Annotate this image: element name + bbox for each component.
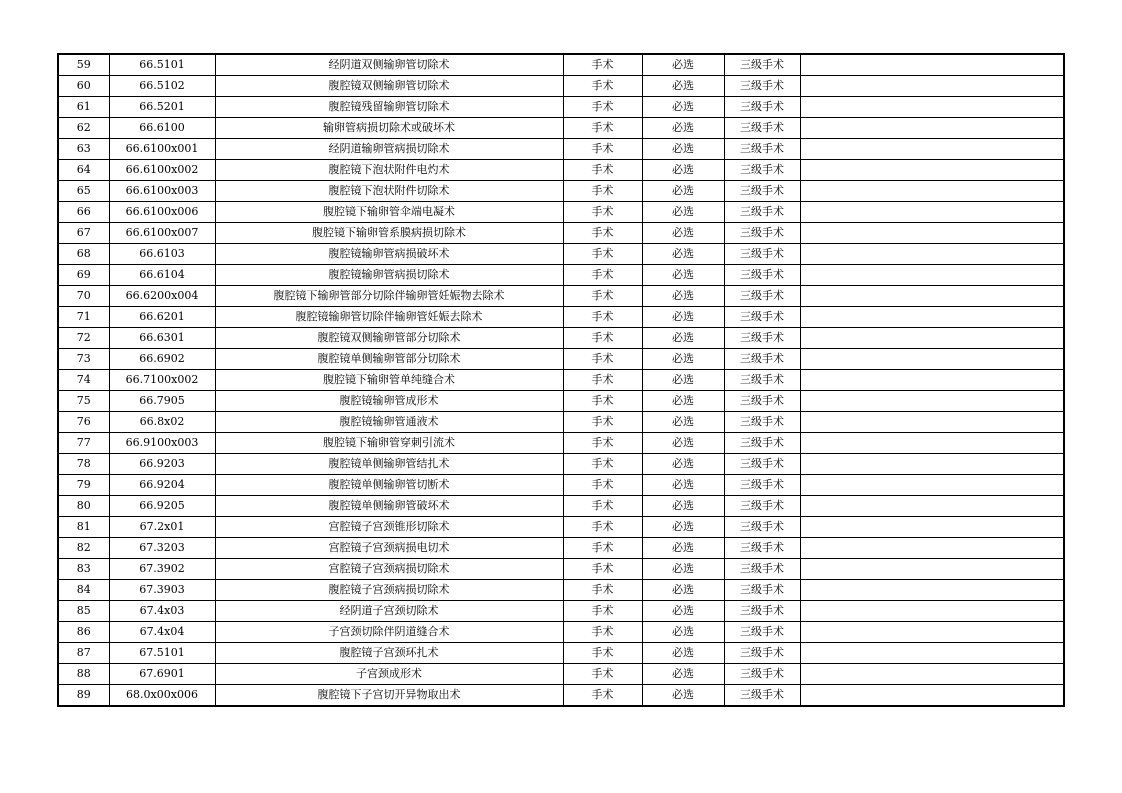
procedure-name-cell: 经阴道输卵管病损切除术 bbox=[215, 139, 563, 160]
procedure-name-cell: 经阴道双侧输卵管切除术 bbox=[215, 54, 563, 76]
table-row bbox=[58, 160, 1064, 181]
required-cell: 必选 bbox=[642, 76, 724, 97]
required-cell: 必选 bbox=[642, 538, 724, 559]
required-cell: 必选 bbox=[642, 202, 724, 223]
procedure-name-cell: 腹腔镜输卵管通液术 bbox=[215, 412, 563, 433]
type-cell: 手术 bbox=[563, 139, 642, 160]
surgery-level-cell: 三级手术 bbox=[724, 685, 800, 707]
type-cell: 手术 bbox=[563, 517, 642, 538]
procedure-name-cell: 腹腔镜单侧输卵管结扎术 bbox=[215, 454, 563, 475]
note-cell bbox=[800, 685, 1064, 707]
table-row bbox=[58, 76, 1064, 97]
note-cell bbox=[800, 622, 1064, 643]
procedure-code-cell: 67.3903 bbox=[109, 580, 215, 601]
procedure-name-cell: 腹腔镜下输卵管伞端电凝术 bbox=[215, 202, 563, 223]
procedure-name-cell: 腹腔镜子宫颈环扎术 bbox=[215, 643, 563, 664]
surgery-level-cell: 三级手术 bbox=[724, 160, 800, 181]
table-row bbox=[58, 622, 1064, 643]
surgery-level-cell: 三级手术 bbox=[724, 391, 800, 412]
procedure-name-cell: 腹腔镜下子宫切开异物取出术 bbox=[215, 685, 563, 707]
required-cell: 必选 bbox=[642, 286, 724, 307]
table-row bbox=[58, 580, 1064, 601]
table-row bbox=[58, 685, 1064, 707]
required-cell: 必选 bbox=[642, 580, 724, 601]
procedure-name-cell: 腹腔镜下泡状附件切除术 bbox=[215, 181, 563, 202]
procedure-name-cell: 腹腔镜输卵管成形术 bbox=[215, 391, 563, 412]
procedure-name-cell: 腹腔镜单侧输卵管破坏术 bbox=[215, 496, 563, 517]
note-cell bbox=[800, 202, 1064, 223]
required-cell: 必选 bbox=[642, 601, 724, 622]
row-number-cell: 60 bbox=[58, 76, 109, 97]
surgery-level-cell: 三级手术 bbox=[724, 601, 800, 622]
table-row bbox=[58, 118, 1064, 139]
note-cell bbox=[800, 538, 1064, 559]
required-cell: 必选 bbox=[642, 160, 724, 181]
surgery-level-cell: 三级手术 bbox=[724, 76, 800, 97]
surgery-level-cell: 三级手术 bbox=[724, 664, 800, 685]
procedure-name-cell: 腹腔镜双侧输卵管部分切除术 bbox=[215, 328, 563, 349]
type-cell: 手术 bbox=[563, 580, 642, 601]
note-cell bbox=[800, 181, 1064, 202]
note-cell bbox=[800, 349, 1064, 370]
note-cell bbox=[800, 139, 1064, 160]
procedure-code-cell: 66.5101 bbox=[109, 54, 215, 76]
procedure-code-cell: 66.7905 bbox=[109, 391, 215, 412]
required-cell: 必选 bbox=[642, 685, 724, 707]
note-cell bbox=[800, 54, 1064, 76]
type-cell: 手术 bbox=[563, 244, 642, 265]
procedure-code-cell: 66.6201 bbox=[109, 307, 215, 328]
procedure-code-cell: 66.9205 bbox=[109, 496, 215, 517]
surgery-level-cell: 三级手术 bbox=[724, 580, 800, 601]
row-number-cell: 82 bbox=[58, 538, 109, 559]
table-row bbox=[58, 244, 1064, 265]
table-row bbox=[58, 181, 1064, 202]
required-cell: 必选 bbox=[642, 307, 724, 328]
procedure-code-cell: 66.5201 bbox=[109, 97, 215, 118]
row-number-cell: 71 bbox=[58, 307, 109, 328]
procedure-code-cell: 68.0x00x006 bbox=[109, 685, 215, 707]
row-number-cell: 76 bbox=[58, 412, 109, 433]
required-cell: 必选 bbox=[642, 517, 724, 538]
surgery-level-cell: 三级手术 bbox=[724, 517, 800, 538]
row-number-cell: 77 bbox=[58, 433, 109, 454]
type-cell: 手术 bbox=[563, 496, 642, 517]
note-cell bbox=[800, 328, 1064, 349]
procedure-code-cell: 66.6100x003 bbox=[109, 181, 215, 202]
procedure-name-cell: 腹腔镜单侧输卵管部分切除术 bbox=[215, 349, 563, 370]
procedure-name-cell: 腹腔镜残留输卵管切除术 bbox=[215, 97, 563, 118]
required-cell: 必选 bbox=[642, 475, 724, 496]
required-cell: 必选 bbox=[642, 643, 724, 664]
required-cell: 必选 bbox=[642, 328, 724, 349]
required-cell: 必选 bbox=[642, 181, 724, 202]
note-cell bbox=[800, 97, 1064, 118]
required-cell: 必选 bbox=[642, 454, 724, 475]
procedure-name-cell: 腹腔镜输卵管病损切除术 bbox=[215, 265, 563, 286]
type-cell: 手术 bbox=[563, 307, 642, 328]
procedure-code-cell: 66.6100x001 bbox=[109, 139, 215, 160]
required-cell: 必选 bbox=[642, 139, 724, 160]
table-row bbox=[58, 328, 1064, 349]
note-cell bbox=[800, 433, 1064, 454]
type-cell: 手术 bbox=[563, 475, 642, 496]
procedure-name-cell: 腹腔镜输卵管切除伴输卵管妊娠去除术 bbox=[215, 307, 563, 328]
surgery-level-cell: 三级手术 bbox=[724, 412, 800, 433]
required-cell: 必选 bbox=[642, 54, 724, 76]
procedure-code-cell: 67.3902 bbox=[109, 559, 215, 580]
type-cell: 手术 bbox=[563, 202, 642, 223]
row-number-cell: 70 bbox=[58, 286, 109, 307]
procedure-code-cell: 67.3203 bbox=[109, 538, 215, 559]
row-number-cell: 59 bbox=[58, 54, 109, 76]
type-cell: 手术 bbox=[563, 454, 642, 475]
required-cell: 必选 bbox=[642, 370, 724, 391]
surgery-level-cell: 三级手术 bbox=[724, 643, 800, 664]
note-cell bbox=[800, 265, 1064, 286]
table-row bbox=[58, 202, 1064, 223]
procedure-name-cell: 腹腔镜下泡状附件电灼术 bbox=[215, 160, 563, 181]
table-row bbox=[58, 559, 1064, 580]
type-cell: 手术 bbox=[563, 54, 642, 76]
table-row bbox=[58, 349, 1064, 370]
type-cell: 手术 bbox=[563, 601, 642, 622]
procedure-code-cell: 66.6100x002 bbox=[109, 160, 215, 181]
type-cell: 手术 bbox=[563, 349, 642, 370]
table-row bbox=[58, 223, 1064, 244]
note-cell bbox=[800, 223, 1064, 244]
type-cell: 手术 bbox=[563, 223, 642, 244]
required-cell: 必选 bbox=[642, 664, 724, 685]
note-cell bbox=[800, 601, 1064, 622]
row-number-cell: 84 bbox=[58, 580, 109, 601]
note-cell bbox=[800, 475, 1064, 496]
row-number-cell: 83 bbox=[58, 559, 109, 580]
row-number-cell: 64 bbox=[58, 160, 109, 181]
procedure-code-cell: 66.9203 bbox=[109, 454, 215, 475]
table-row bbox=[58, 454, 1064, 475]
table-row bbox=[58, 538, 1064, 559]
type-cell: 手术 bbox=[563, 622, 642, 643]
note-cell bbox=[800, 391, 1064, 412]
note-cell bbox=[800, 76, 1064, 97]
required-cell: 必选 bbox=[642, 349, 724, 370]
row-number-cell: 72 bbox=[58, 328, 109, 349]
table-body bbox=[58, 54, 1064, 706]
row-number-cell: 86 bbox=[58, 622, 109, 643]
type-cell: 手术 bbox=[563, 286, 642, 307]
note-cell bbox=[800, 244, 1064, 265]
procedure-code-cell: 66.9204 bbox=[109, 475, 215, 496]
procedure-name-cell: 腹腔镜双侧输卵管切除术 bbox=[215, 76, 563, 97]
surgery-level-cell: 三级手术 bbox=[724, 433, 800, 454]
row-number-cell: 81 bbox=[58, 517, 109, 538]
required-cell: 必选 bbox=[642, 118, 724, 139]
required-cell: 必选 bbox=[642, 559, 724, 580]
note-cell bbox=[800, 496, 1064, 517]
procedure-code-cell: 66.6200x004 bbox=[109, 286, 215, 307]
row-number-cell: 69 bbox=[58, 265, 109, 286]
procedure-code-cell: 66.6104 bbox=[109, 265, 215, 286]
row-number-cell: 61 bbox=[58, 97, 109, 118]
table-row bbox=[58, 643, 1064, 664]
row-number-cell: 62 bbox=[58, 118, 109, 139]
row-number-cell: 80 bbox=[58, 496, 109, 517]
surgery-level-cell: 三级手术 bbox=[724, 139, 800, 160]
row-number-cell: 85 bbox=[58, 601, 109, 622]
surgery-level-cell: 三级手术 bbox=[724, 181, 800, 202]
note-cell bbox=[800, 412, 1064, 433]
row-number-cell: 88 bbox=[58, 664, 109, 685]
note-cell bbox=[800, 286, 1064, 307]
note-cell bbox=[800, 559, 1064, 580]
procedure-name-cell: 输卵管病损切除术或破坏术 bbox=[215, 118, 563, 139]
procedure-name-cell: 腹腔镜输卵管病损破坏术 bbox=[215, 244, 563, 265]
table-row bbox=[58, 517, 1064, 538]
procedure-name-cell: 腹腔镜单侧输卵管切断术 bbox=[215, 475, 563, 496]
type-cell: 手术 bbox=[563, 643, 642, 664]
procedure-code-cell: 67.2x01 bbox=[109, 517, 215, 538]
table-row bbox=[58, 307, 1064, 328]
procedure-name-cell: 腹腔镜下输卵管穿刺引流术 bbox=[215, 433, 563, 454]
row-number-cell: 67 bbox=[58, 223, 109, 244]
table-row bbox=[58, 412, 1064, 433]
surgery-level-cell: 三级手术 bbox=[724, 328, 800, 349]
table-row bbox=[58, 286, 1064, 307]
type-cell: 手术 bbox=[563, 559, 642, 580]
surgery-level-cell: 三级手术 bbox=[724, 454, 800, 475]
row-number-cell: 78 bbox=[58, 454, 109, 475]
procedure-name-cell: 子宫颈成形术 bbox=[215, 664, 563, 685]
surgery-level-cell: 三级手术 bbox=[724, 349, 800, 370]
required-cell: 必选 bbox=[642, 433, 724, 454]
required-cell: 必选 bbox=[642, 244, 724, 265]
type-cell: 手术 bbox=[563, 433, 642, 454]
surgery-level-cell: 三级手术 bbox=[724, 202, 800, 223]
table-row bbox=[58, 433, 1064, 454]
row-number-cell: 63 bbox=[58, 139, 109, 160]
procedure-code-cell: 66.6100 bbox=[109, 118, 215, 139]
table-row bbox=[58, 496, 1064, 517]
surgery-level-cell: 三级手术 bbox=[724, 538, 800, 559]
table-row bbox=[58, 601, 1064, 622]
type-cell: 手术 bbox=[563, 328, 642, 349]
surgery-level-cell: 三级手术 bbox=[724, 54, 800, 76]
procedure-code-cell: 66.6103 bbox=[109, 244, 215, 265]
procedure-code-cell: 67.4x04 bbox=[109, 622, 215, 643]
row-number-cell: 87 bbox=[58, 643, 109, 664]
type-cell: 手术 bbox=[563, 412, 642, 433]
procedure-name-cell: 经阴道子宫颈切除术 bbox=[215, 601, 563, 622]
type-cell: 手术 bbox=[563, 370, 642, 391]
note-cell bbox=[800, 517, 1064, 538]
table-row bbox=[58, 97, 1064, 118]
table-row bbox=[58, 664, 1064, 685]
row-number-cell: 74 bbox=[58, 370, 109, 391]
type-cell: 手术 bbox=[563, 664, 642, 685]
table-row bbox=[58, 54, 1064, 76]
surgery-level-cell: 三级手术 bbox=[724, 244, 800, 265]
type-cell: 手术 bbox=[563, 181, 642, 202]
surgery-level-cell: 三级手术 bbox=[724, 265, 800, 286]
note-cell bbox=[800, 664, 1064, 685]
row-number-cell: 66 bbox=[58, 202, 109, 223]
required-cell: 必选 bbox=[642, 412, 724, 433]
type-cell: 手术 bbox=[563, 538, 642, 559]
surgery-level-cell: 三级手术 bbox=[724, 286, 800, 307]
row-number-cell: 73 bbox=[58, 349, 109, 370]
procedure-code-cell: 66.6100x007 bbox=[109, 223, 215, 244]
row-number-cell: 89 bbox=[58, 685, 109, 707]
procedure-name-cell: 子宫颈切除伴阴道缝合术 bbox=[215, 622, 563, 643]
surgery-level-cell: 三级手术 bbox=[724, 475, 800, 496]
procedure-name-cell: 宫腔镜子宫颈病损切除术 bbox=[215, 559, 563, 580]
required-cell: 必选 bbox=[642, 223, 724, 244]
surgery-level-cell: 三级手术 bbox=[724, 496, 800, 517]
note-cell bbox=[800, 307, 1064, 328]
note-cell bbox=[800, 643, 1064, 664]
surgery-level-cell: 三级手术 bbox=[724, 223, 800, 244]
type-cell: 手术 bbox=[563, 118, 642, 139]
procedure-name-cell: 宫腔镜子宫颈病损电切术 bbox=[215, 538, 563, 559]
type-cell: 手术 bbox=[563, 265, 642, 286]
type-cell: 手术 bbox=[563, 97, 642, 118]
note-cell bbox=[800, 370, 1064, 391]
surgery-level-cell: 三级手术 bbox=[724, 118, 800, 139]
procedure-code-cell: 67.4x03 bbox=[109, 601, 215, 622]
note-cell bbox=[800, 160, 1064, 181]
procedure-name-cell: 腹腔镜下输卵管单纯缝合术 bbox=[215, 370, 563, 391]
procedure-name-cell: 腹腔镜下输卵管系膜病损切除术 bbox=[215, 223, 563, 244]
row-number-cell: 65 bbox=[58, 181, 109, 202]
table-row bbox=[58, 265, 1064, 286]
required-cell: 必选 bbox=[642, 97, 724, 118]
row-number-cell: 79 bbox=[58, 475, 109, 496]
table-row bbox=[58, 475, 1064, 496]
surgery-level-cell: 三级手术 bbox=[724, 370, 800, 391]
procedure-code-cell: 66.8x02 bbox=[109, 412, 215, 433]
table-row bbox=[58, 370, 1064, 391]
type-cell: 手术 bbox=[563, 76, 642, 97]
required-cell: 必选 bbox=[642, 391, 724, 412]
note-cell bbox=[800, 454, 1064, 475]
note-cell bbox=[800, 580, 1064, 601]
procedure-code-cell: 66.6301 bbox=[109, 328, 215, 349]
procedure-table bbox=[57, 53, 1065, 707]
procedure-name-cell: 宫腔镜子宫颈锥形切除术 bbox=[215, 517, 563, 538]
procedure-code-cell: 66.6902 bbox=[109, 349, 215, 370]
procedure-name-cell: 腹腔镜子宫颈病损切除术 bbox=[215, 580, 563, 601]
row-number-cell: 75 bbox=[58, 391, 109, 412]
surgery-level-cell: 三级手术 bbox=[724, 307, 800, 328]
required-cell: 必选 bbox=[642, 265, 724, 286]
note-cell bbox=[800, 118, 1064, 139]
procedure-code-cell: 67.6901 bbox=[109, 664, 215, 685]
type-cell: 手术 bbox=[563, 685, 642, 707]
surgery-level-cell: 三级手术 bbox=[724, 559, 800, 580]
procedure-code-cell: 66.5102 bbox=[109, 76, 215, 97]
surgery-level-cell: 三级手术 bbox=[724, 97, 800, 118]
row-number-cell: 68 bbox=[58, 244, 109, 265]
required-cell: 必选 bbox=[642, 622, 724, 643]
table-row bbox=[58, 391, 1064, 412]
required-cell: 必选 bbox=[642, 496, 724, 517]
procedure-name-cell: 腹腔镜下输卵管部分切除伴输卵管妊娠物去除术 bbox=[215, 286, 563, 307]
procedure-code-cell: 66.7100x002 bbox=[109, 370, 215, 391]
surgery-level-cell: 三级手术 bbox=[724, 622, 800, 643]
type-cell: 手术 bbox=[563, 391, 642, 412]
procedure-code-cell: 66.9100x003 bbox=[109, 433, 215, 454]
table-row bbox=[58, 139, 1064, 160]
procedure-code-cell: 66.6100x006 bbox=[109, 202, 215, 223]
procedure-code-cell: 67.5101 bbox=[109, 643, 215, 664]
type-cell: 手术 bbox=[563, 160, 642, 181]
